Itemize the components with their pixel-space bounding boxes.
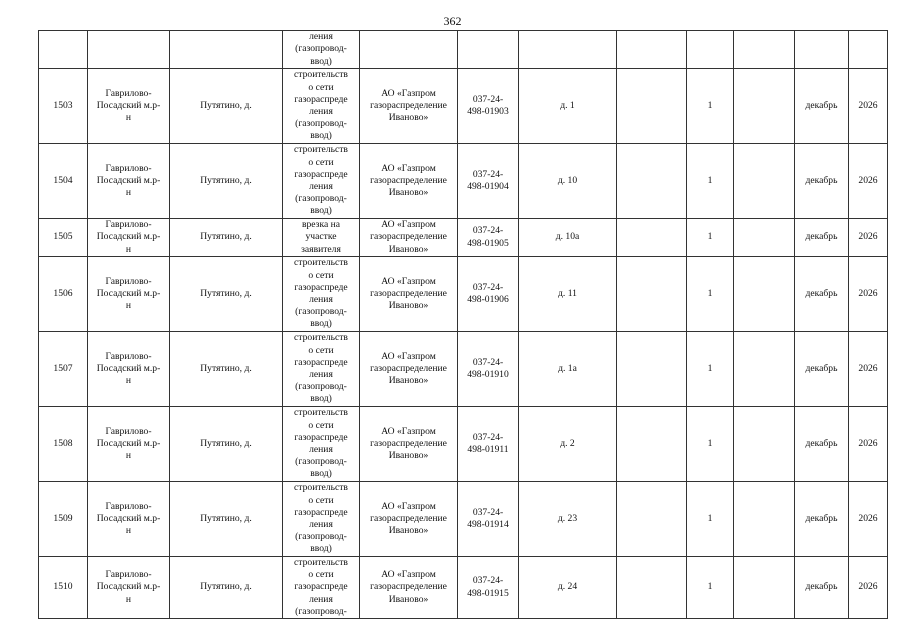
cell-empty	[617, 69, 687, 144]
work-line: (газопровод-	[295, 118, 347, 130]
org-line: Иваново»	[388, 300, 429, 312]
district-line: н	[125, 243, 132, 255]
cell-empty	[734, 407, 795, 482]
cell-house: д. 1а	[519, 332, 617, 407]
cell-district	[88, 407, 170, 482]
code-line: 498-01904	[467, 181, 509, 192]
org-line: газораспределение	[370, 362, 447, 374]
cell-work-type	[283, 69, 360, 144]
district-line: н	[125, 593, 132, 605]
table-row	[39, 219, 888, 257]
district-line: Посадский м.р-	[96, 437, 161, 449]
cell-code	[458, 144, 519, 219]
cell-work-type	[283, 557, 360, 619]
cell-organization	[360, 144, 458, 219]
cell-year: 2026	[849, 257, 888, 332]
work-line: ления	[309, 181, 333, 192]
cell-organization	[360, 219, 458, 257]
cell-house: д. 24	[519, 557, 617, 619]
cell-house: д. 2	[519, 407, 617, 482]
cell-code	[458, 332, 519, 407]
cell-number: 1510	[39, 557, 88, 619]
district-line: Посадский м.р-	[96, 231, 161, 243]
table-row	[39, 557, 888, 619]
code-line: 498-01910	[467, 369, 509, 380]
work-line: ления	[309, 106, 333, 117]
cell-empty	[734, 219, 795, 257]
org-line: АО «Газпром	[381, 425, 436, 437]
work-line: о сети	[308, 494, 334, 506]
table-body	[39, 31, 888, 619]
work-line: строительств	[294, 69, 348, 81]
table-row	[39, 332, 888, 407]
work-line: участке	[305, 231, 337, 243]
org-line: Иваново»	[388, 450, 429, 462]
work-line: о сети	[308, 81, 334, 93]
org-line: газораспределение	[370, 99, 447, 111]
cell-empty	[795, 31, 849, 69]
work-line: ввод)	[310, 55, 332, 67]
cell-work-type	[283, 332, 360, 407]
cell-empty	[734, 31, 795, 69]
cell-empty	[458, 31, 519, 69]
district-line: н	[125, 187, 132, 199]
work-line: газораспреде	[294, 356, 348, 368]
work-line: ввод)	[310, 393, 332, 405]
district-line: Гаврилово-	[105, 162, 152, 174]
work-line: (газопровод-	[295, 43, 347, 55]
work-line: заявителя	[301, 243, 341, 255]
cell-quantity: 1	[687, 482, 734, 557]
org-line: Иваново»	[388, 243, 429, 255]
work-line: строительств	[294, 407, 348, 419]
org-line: газораспределение	[370, 512, 447, 524]
connections-table	[38, 30, 888, 619]
table-row	[39, 69, 888, 144]
code-line: 037-24-	[472, 168, 504, 180]
work-line: врезка на	[301, 219, 341, 231]
cell-locality: Путятино, д.	[170, 332, 283, 407]
cell-district	[88, 557, 170, 619]
work-line: о сети	[308, 344, 334, 356]
cell-number: 1507	[39, 332, 88, 407]
code-line: 498-01906	[467, 294, 509, 305]
cell-month: декабрь	[795, 557, 849, 619]
cell-number: 1509	[39, 482, 88, 557]
org-line: Иваново»	[388, 112, 429, 124]
work-line: строительств	[294, 557, 348, 568]
district-line: Посадский м.р-	[96, 174, 161, 186]
cell-month: декабрь	[795, 257, 849, 332]
org-line: АО «Газпром	[381, 219, 436, 231]
cell-empty	[734, 482, 795, 557]
cell-district	[88, 219, 170, 257]
cell-district	[88, 69, 170, 144]
cell-year: 2026	[849, 144, 888, 219]
org-line: газораспределение	[370, 287, 447, 299]
cell-district	[88, 332, 170, 407]
cell-organization	[360, 557, 458, 619]
code-line: 037-24-	[472, 575, 504, 587]
district-line: Посадский м.р-	[96, 362, 161, 374]
work-line: ления	[309, 593, 333, 605]
cell-number: 1505	[39, 219, 88, 257]
cell-code	[458, 482, 519, 557]
cell-year: 2026	[849, 482, 888, 557]
org-line: АО «Газпром	[381, 500, 436, 512]
cell-empty	[617, 557, 687, 619]
cell-year: 2026	[849, 407, 888, 482]
cell-number: 1508	[39, 407, 88, 482]
district-line: Гаврилово-	[105, 275, 152, 287]
district-line: Гаврилово-	[105, 425, 152, 437]
district-line: н	[125, 450, 132, 462]
work-line: (газопровод-	[295, 605, 347, 617]
work-line: ления	[309, 369, 333, 380]
work-line: о сети	[308, 569, 334, 581]
cell-year: 2026	[849, 332, 888, 407]
cell-empty	[617, 219, 687, 257]
cell-month: декабрь	[795, 482, 849, 557]
district-line: Гаврилово-	[105, 569, 152, 581]
district-line: Посадский м.р-	[96, 512, 161, 524]
code-line: 037-24-	[472, 225, 504, 237]
cell-quantity: 1	[687, 219, 734, 257]
cell-month: декабрь	[795, 144, 849, 219]
org-line: Иваново»	[388, 187, 429, 199]
cell-locality: Путятино, д.	[170, 144, 283, 219]
cell-work-type	[283, 144, 360, 219]
district-line: н	[125, 112, 132, 124]
work-line: строительств	[294, 332, 348, 344]
cell-locality: Путятино, д.	[170, 219, 283, 257]
cell-empty	[88, 31, 170, 69]
cell-house: д. 11	[519, 257, 617, 332]
cell-empty	[617, 332, 687, 407]
cell-code	[458, 69, 519, 144]
cell-empty	[734, 557, 795, 619]
cell-work-type	[283, 219, 360, 257]
cell-number: 1503	[39, 69, 88, 144]
page-number: 362	[443, 14, 462, 28]
org-line: газораспределение	[370, 581, 447, 593]
work-line: ввод)	[310, 543, 332, 555]
district-line: н	[125, 375, 132, 387]
cell-organization	[360, 332, 458, 407]
cell-organization	[360, 257, 458, 332]
cell-code	[458, 219, 519, 257]
cell-code	[458, 557, 519, 619]
cell-empty	[734, 144, 795, 219]
org-line: газораспределение	[370, 437, 447, 449]
cell-quantity: 1	[687, 144, 734, 219]
table-row	[39, 257, 888, 332]
cell-work-type	[283, 482, 360, 557]
cell-empty	[617, 482, 687, 557]
work-line: газораспреде	[294, 431, 348, 443]
cell-empty	[734, 332, 795, 407]
org-line: газораспределение	[370, 174, 447, 186]
cell-organization	[360, 482, 458, 557]
district-line: Гаврилово-	[105, 500, 152, 512]
work-line: ления	[309, 31, 333, 43]
cell-empty	[617, 31, 687, 69]
work-line: о сети	[308, 269, 334, 281]
cell-year: 2026	[849, 557, 888, 619]
work-line: газораспреде	[294, 281, 348, 293]
cell-district	[88, 144, 170, 219]
code-line: 498-01903	[467, 106, 509, 117]
code-line: 037-24-	[472, 356, 504, 368]
work-line: строительств	[294, 257, 348, 269]
cell-house: д. 10а	[519, 219, 617, 257]
code-line: 037-24-	[472, 431, 504, 443]
work-line: газораспреде	[294, 168, 348, 180]
cell-empty	[734, 69, 795, 144]
work-line: строительств	[294, 144, 348, 156]
table-row-fragment	[39, 31, 888, 69]
org-line: Иваново»	[388, 375, 429, 387]
work-line: газораспреде	[294, 506, 348, 518]
cell-number: 1506	[39, 257, 88, 332]
cell-empty	[617, 144, 687, 219]
code-line: 498-01911	[467, 444, 509, 455]
cell-empty	[519, 31, 617, 69]
cell-empty	[39, 31, 88, 69]
cell-quantity: 1	[687, 557, 734, 619]
cell-locality: Путятино, д.	[170, 557, 283, 619]
work-line: ввод)	[310, 130, 332, 142]
work-line: (газопровод-	[295, 193, 347, 205]
cell-quantity: 1	[687, 332, 734, 407]
cell-year: 2026	[849, 69, 888, 144]
code-line: 498-01915	[467, 587, 509, 599]
table-row	[39, 407, 888, 482]
cell-district	[88, 482, 170, 557]
district-line: н	[125, 300, 132, 312]
cell-empty	[734, 257, 795, 332]
cell-month: декабрь	[795, 332, 849, 407]
cell-quantity: 1	[687, 407, 734, 482]
district-line: Посадский м.р-	[96, 99, 161, 111]
district-line: Гаврилово-	[105, 87, 152, 99]
org-line: Иваново»	[388, 525, 429, 537]
cell-empty	[617, 407, 687, 482]
cell-empty	[617, 257, 687, 332]
work-line: газораспреде	[294, 581, 348, 593]
cell-house: д. 1	[519, 69, 617, 144]
work-line: ления	[309, 444, 333, 455]
cell-code	[458, 257, 519, 332]
code-line: 037-24-	[472, 281, 504, 293]
code-line: 037-24-	[472, 93, 504, 105]
cell-month: декабрь	[795, 407, 849, 482]
cell-empty	[170, 31, 283, 69]
cell-empty	[360, 31, 458, 69]
work-line: ввод)	[310, 205, 332, 217]
org-line: АО «Газпром	[381, 350, 436, 362]
org-line: АО «Газпром	[381, 162, 436, 174]
org-line: газораспределение	[370, 231, 447, 243]
work-line: ления	[309, 519, 333, 530]
code-line: 037-24-	[472, 506, 504, 518]
work-line: о сети	[308, 419, 334, 431]
cell-work-type	[283, 407, 360, 482]
cell-number: 1504	[39, 144, 88, 219]
work-line: (газопровод-	[295, 381, 347, 393]
cell-work-type	[283, 257, 360, 332]
table-row	[39, 144, 888, 219]
work-line: газораспреде	[294, 93, 348, 105]
org-line: Иваново»	[388, 593, 429, 605]
district-line: н	[125, 525, 132, 537]
cell-year: 2026	[849, 219, 888, 257]
table-row	[39, 482, 888, 557]
cell-locality: Путятино, д.	[170, 482, 283, 557]
cell-month: декабрь	[795, 69, 849, 144]
work-line: о сети	[308, 156, 334, 168]
work-line: ввод)	[310, 468, 332, 480]
cell-organization	[360, 69, 458, 144]
code-line: 498-01914	[467, 519, 509, 530]
work-line: ления	[309, 294, 333, 305]
org-line: АО «Газпром	[381, 569, 436, 581]
cell-locality: Путятино, д.	[170, 407, 283, 482]
cell-month: декабрь	[795, 219, 849, 257]
district-line: Посадский м.р-	[96, 581, 161, 593]
cell-locality: Путятино, д.	[170, 257, 283, 332]
work-line: (газопровод-	[295, 456, 347, 468]
work-line: ввод)	[310, 318, 332, 330]
code-line: 498-01905	[467, 237, 509, 249]
cell-code	[458, 407, 519, 482]
district-line: Гаврилово-	[105, 219, 152, 231]
cell-quantity: 1	[687, 257, 734, 332]
work-line: (газопровод-	[295, 306, 347, 318]
work-line: строительств	[294, 482, 348, 494]
cell-house: д. 23	[519, 482, 617, 557]
cell-organization	[360, 407, 458, 482]
cell-work-fragment	[283, 31, 360, 69]
cell-locality: Путятино, д.	[170, 69, 283, 144]
cell-empty	[687, 31, 734, 69]
org-line: АО «Газпром	[381, 87, 436, 99]
cell-empty	[849, 31, 888, 69]
cell-district	[88, 257, 170, 332]
cell-house: д. 10	[519, 144, 617, 219]
cell-quantity: 1	[687, 69, 734, 144]
district-line: Посадский м.р-	[96, 287, 161, 299]
work-line: (газопровод-	[295, 531, 347, 543]
district-line: Гаврилово-	[105, 350, 152, 362]
org-line: АО «Газпром	[381, 275, 436, 287]
